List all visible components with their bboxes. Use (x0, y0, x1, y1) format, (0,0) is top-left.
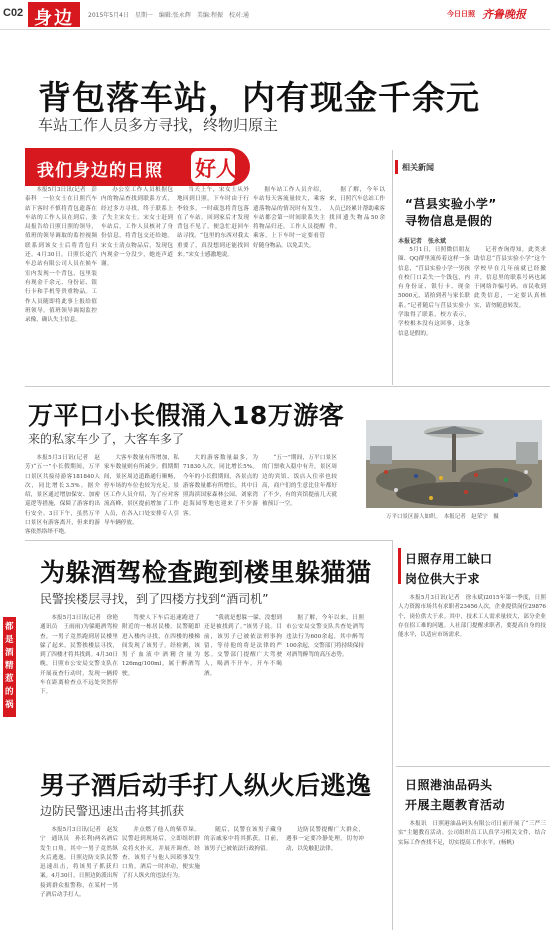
story2-col1: 5月1日，日照微信朋友圈、QQ群里流传着这样一条信息，“莒县实验小学一男孩在校门口丢失一个钱包，内有身份证、银行卡、现金5000元，请拾到者与家长联系。”记者随后与莒县实验小学取得了联系，校方表示，学校根本没有这回事，这条信息是假的。 (398, 247, 470, 337)
story1-col4: 据车站工作人员介绍，车站每天客流量较大，乘客遗落物品的情况时有发生，车站都会第一时间联系失主将物品归还。工作人员提醒乘客，上下车时一定要看管好随身物品，以免丢失。 (253, 187, 325, 249)
story3-subhead: 来的私家车少了，大客车多了 (28, 432, 185, 446)
banner-text: 我们身边的日照 (37, 161, 163, 181)
story3-col4: “五一”期间，万平口景区的门票收入稳中有升，景区周边的宾馆、饭店入住率也较高，商户们的生意比往年都好了不少，有的宾馆提前几天就被预订一空。 (262, 455, 337, 508)
story2-col2: 记者查询得知，此类求助信息“莒县实验小学”这个学校早在几年前就已经撤并，信息里的联系号码也属于网络诈骗号码。市民收到此类信息，一定要认真核实，请勿随意转发。 (474, 247, 546, 309)
story3-headline: 万平口小长假涌入18万游客 (28, 401, 345, 430)
photo-caption: 万平口景区游人如织。 本报记者 赵荣宁 摄 (386, 514, 499, 520)
divider (25, 386, 550, 387)
story1-col5: 据了解，今年以来，日照汽车总站工作人员已经累计帮助乘客找回遗失物品50余件。 (329, 187, 385, 231)
side2-headline-b: 开展主题教育活动 (405, 798, 506, 812)
story1-col3: 当天上午，宋女士从外地回到日照，下车时由于行李较多，一时疏忽将背包落在了车站。回到家后才发现背包不见了，便急忙赶回车站寻找。“包里的东西对我太重要了，真没想到还能找回来。”宋女士感激地说。 (177, 187, 249, 259)
story1-col1: 本报5月3日讯(记者 彭泰科 一位女士在日照汽车站下客时不慎将背包遗落在车站的工作人员在到后，张局报告给日照日照的领导，值班的领导调取的监控视频联系到该女士后将背包归还。4月30日，日照长途汽车总站有限公司人员在候车室内发现一个背包，包里装有现金千余元、身份证、银行卡和手机等贵重物品。工作人员随即将此事上报给值班领导，值班领导调阅监控录像，确认失主信息。 (25, 187, 97, 324)
story4-col1: 本报5月3日讯(记者 徐艳 通讯员 王雨雨)为躲避酒驾检查，一男子竟然跑到居民楼里躲了起来，民警挨楼层寻找，到了四楼才将其找到。4月30日晚，日照市公安局交警支队在开展夜查行动时，发现一辆轿车在距离检查点不远处突然停下。 (40, 615, 124, 696)
story5-col3: 随后，民警在该男子藏身的亲戚家中将其抓获。目前，该男子已被依法行政拘留。 (204, 827, 282, 852)
related-news-label: 相关新闻 (402, 163, 434, 172)
story5-col1: 本报5月3日讯(记者 赵发宁 通讯员 孙长利)两名酒后发生口角，其中一男子竟然纵火后逃逸。日照边防支队民警迅速出击，将该男子抓获归案。4月30日，日照边防派出所接到群众报警称，在某村一男子酒后动手打人。 (40, 827, 118, 899)
divider (396, 766, 550, 767)
story3-col1: 本报5月3日讯(记者 赵芳)“五一”小长假期间，万平口景区共接待游客181840人次，同比增长3.5%。据介绍，景区通过增加保安、加密巡逻等措施，保障了游客的出行安全。3日下午，虽然万平口景区有游客离开，但来的游客依然络绎不绝。 (25, 455, 100, 536)
side2-headline-a: 日照港油品码头 (405, 778, 493, 792)
divider (25, 540, 392, 541)
story4-headline: 为躲酒驾检查跑到楼里躲猫猫 (40, 558, 372, 587)
story2-headline-b: 寻物信息是假的 (405, 214, 493, 228)
story2-byline: 本报记者 张永斌 (398, 238, 447, 245)
divider (392, 150, 393, 385)
side1-headline-b: 岗位供大于求 (405, 572, 481, 586)
side-tag (3, 617, 16, 717)
story1-subhead: 车站工作人员多方寻找，终物归原主 (38, 116, 279, 134)
page-number: C02 (3, 7, 24, 19)
story1-banner (25, 148, 250, 186)
side2-body: 本报讯 日照港油品码头有限公司日前开展了“三严三实”主题教育活动。公司组织员工认真学习相关文件，结合实际工作查找不足，切实提高工作水平。(杨帆) (398, 821, 546, 846)
related-news-tag (395, 160, 435, 174)
divider (392, 540, 393, 930)
story2-headline-a: “莒县实验小学” (405, 197, 497, 211)
story5-col4: 边防民警提醒广大群众，遇事一定要冷静处理，切勿冲动，以免触犯法律。 (286, 827, 364, 852)
story5-headline: 男子酒后动手打人纵火后逃逸 (40, 771, 372, 800)
side1-headline-bar (398, 548, 401, 584)
story5-subhead: 边防民警迅速出击将其抓获 (40, 804, 185, 818)
story4-col4: 据了解，今年以来，日照市公安局交警支队共查处酒驾违法行为600余起，其中醉驾100余起，交警部门将持续保持对酒驾醉驾的高压态势。 (286, 615, 364, 659)
crowd-photo (366, 420, 542, 508)
story1-headline: 背包落车站，内有现金千余元 (38, 78, 480, 117)
date-line: 2015年5月4日 星期一 编辑:张永辉 美编:程振 校对:通 (88, 12, 249, 19)
story3-col2: 大客车数量有所增加，私家车数量则有所减少。假期期间，景区周边道路通行顺畅，停车场的车位也较为充足。景区工作人员介绍，为了应对客流高峰，景区提前增加了工作人员，在各入口处安排专人引导车辆停放。 (104, 455, 179, 527)
side1-headline-a: 日照存用工缺口 (405, 552, 493, 566)
story4-subhead: 民警挨楼层寻找，到了四楼方找到“酒司机” (40, 592, 269, 606)
brand-logo: 齐鲁晚报 (482, 8, 526, 21)
story4-col3: “我就是想躲一躲，没想到还是被找到了。”该男子说。目前，该男子已被依法刑事拘留，等待他的将是法律的严惩。交警部门提醒广大驾驶人，喝酒不开车，开车不喝酒。 (204, 615, 282, 677)
story1-col2: 办公室工作人员根据包内的物品查找到联系方式，经过多方寻找，终于联系上了失主宋女士。宋女士赶到车站后，工作人员核对了身份信息，将背包交还给她。宋女士清点物品后，发现包内现金一分没少，她连声道谢。 (101, 187, 173, 268)
story4-col2: 驾驶人下车后迅速跑进了附近的一栋居民楼。民警随即进入楼内寻找，在四楼的楼梯间发现了该男子。经检测，该男子血液中酒精含量为126mg/100ml，属于醉酒驾驶。 (122, 615, 200, 677)
section-title: 身边 (34, 8, 74, 29)
story3-col3: 大的游客数量最多，为71830人次，同比增长5%。今年的小长假期间，各景点的游客数量都有所增长，其中日照海滨国家森林公园、刘家湾赶海园等地也迎来了不少游客。 (183, 455, 258, 517)
brand-small: 今日日照 (447, 10, 475, 18)
story5-col2: 并点燃了他人的柴草垛。民警赶到现场后，立即组织群众将火扑灭，并展开调查。经查，该男子与他人因琐事发生口角，酒后一时冲动，便实施了打人纵火的违法行为。 (122, 827, 200, 880)
section-badge (28, 2, 80, 27)
side1-body: 本报5月3日讯(记者 徐永斌)2015年第一季度，日照人力资源市场共有求职者23456人次，企业提供岗位29876个，岗位供大于求。其中，技术工人需求量较大，部分企业存在招工难的问题。人社部门提醒求职者，要提高自身的技能水平，以适应市场需求。 (398, 595, 546, 639)
page-header (0, 0, 550, 30)
side-tag-text: 都是酒精惹的祸 (5, 622, 14, 710)
banner-highlight-text: 好人 (195, 157, 237, 181)
